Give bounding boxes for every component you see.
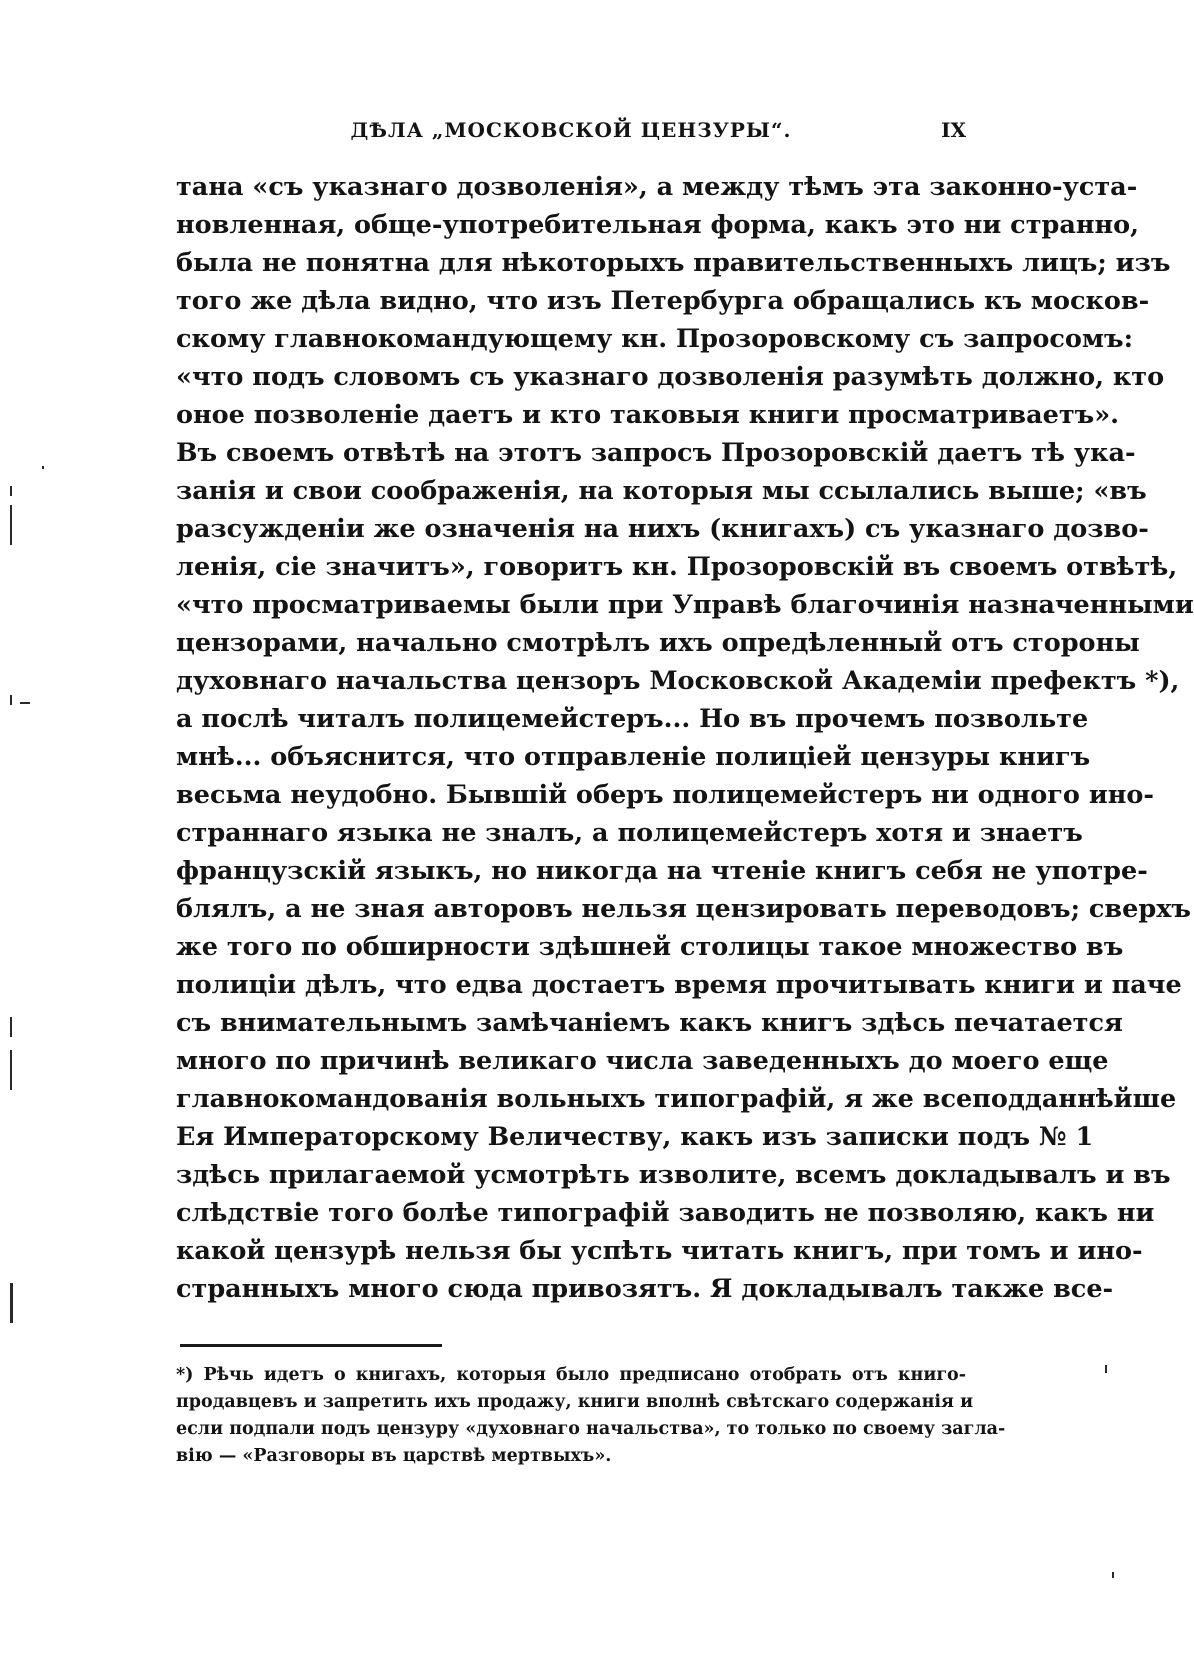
margin-mark	[10, 695, 12, 705]
text-line: скому главнокомандующему кн. Прозоровскому съ запросомъ:	[176, 324, 1134, 354]
text-line: страннаго языка не зналъ, а полицемейстеръ хотя и знаетъ	[176, 818, 1083, 848]
margin-mark	[10, 1050, 12, 1090]
text-line: новленная, обще-употребительная форма, какъ это ни странно,	[176, 210, 1140, 240]
text-line: много по причинѣ великаго числа заведенныхъ до моего еще	[176, 1046, 1109, 1076]
footnote-rule	[180, 1344, 442, 1347]
text-line: главнокомандованія вольныхъ типографій, я же всеподданнѣйше	[176, 1084, 1177, 1114]
running-title: ДѢЛА „МОСКОВСКОЙ ЦЕНЗУРЫ“.	[350, 118, 792, 142]
text-line: здѣсь прилагаемой усмотрѣть изволите, всемъ докладывалъ и въ	[176, 1160, 1171, 1190]
text-line: «что подъ словомъ съ указнаго дозволенія разумѣть должно, кто	[176, 362, 1165, 392]
text-line: же того по обширности здѣшней столицы такое множество въ	[176, 932, 1124, 962]
footnote-line: *) Рѣчь идетъ о книгахъ, которыя было предписано отобрать отъ книго-	[176, 1365, 966, 1385]
text-line: мнѣ... объяснится, что отправленіе полиціей цензуры книгъ	[176, 742, 1091, 772]
margin-mark	[10, 1017, 12, 1037]
page-number: IX	[941, 118, 966, 142]
body-text	[176, 168, 1194, 1308]
margin-mark	[20, 702, 30, 704]
text-line: «что просматриваемы были при Управѣ благочинія назначенными	[176, 590, 1194, 620]
text-line: цензорами, начально смотрѣлъ ихъ опредѣленный отъ стороны	[176, 628, 1140, 658]
running-head	[176, 118, 966, 146]
text-line: полиціи дѣлъ, что едва достаетъ время прочитывать книги и паче	[176, 970, 1182, 1000]
footnote	[176, 1362, 1006, 1470]
text-line: съ внимательнымъ замѣчаніемъ какъ книгъ здѣсь печатается	[176, 1008, 1123, 1038]
text-line: ленія, сіе значитъ», говоритъ кн. Прозоровскій въ своемъ отвѣтѣ,	[176, 552, 1178, 582]
text-line: духовнаго начальства цензоръ Московской Академіи префектъ *),	[176, 666, 1180, 696]
text-line: тана «съ указнаго дозволенія», а между тѣмъ эта законно-уста-	[176, 172, 1138, 202]
text-line: какой цензурѣ нельзя бы успѣть читать книгъ, при томъ и ино-	[176, 1236, 1143, 1266]
footnote-line: продавцевъ и запретить ихъ продажу, книги вполнѣ свѣтскаго содержанія и	[176, 1392, 974, 1412]
text-line: странныхъ много сюда привозятъ. Я докладывалъ также все-	[176, 1274, 1114, 1304]
margin-mark	[10, 486, 12, 496]
text-line: а послѣ читалъ полицемейстеръ... Но въ прочемъ позвольте	[176, 704, 1089, 734]
footnote-line: вію — «Разговоры въ царствѣ мертвыхъ».	[176, 1446, 612, 1466]
margin-mark	[10, 1283, 13, 1323]
margin-mark	[1112, 1572, 1114, 1578]
footnote-line: если подпали подъ цензуру «духовнаго начальства», то только по своему загла-	[176, 1419, 1006, 1439]
text-line: блялъ, а не зная авторовъ нельзя цензировать переводовъ; сверхъ	[176, 894, 1191, 924]
text-line: занія и свои соображенія, на которыя мы ссылались выше; «въ	[176, 476, 1147, 506]
margin-mark	[10, 505, 12, 545]
text-line: Ея Императорскому Величеству, какъ изъ записки подъ № 1	[176, 1122, 1094, 1152]
text-line: весьма неудобно. Бывшій оберъ полицемейстеръ ни одного ино-	[176, 780, 1154, 810]
text-line: того же дѣла видно, что изъ Петербурга обращались къ москов-	[176, 286, 1150, 316]
text-line: разсужденіи же означенія на нихъ (книгахъ) съ указнаго дозво-	[176, 514, 1149, 544]
text-line: французскій языкъ, но никогда на чтеніе книгъ себя не употре-	[176, 856, 1148, 886]
text-line: Въ своемъ отвѣтѣ на этотъ запросъ Прозоровскій даетъ тѣ ука-	[176, 438, 1136, 468]
margin-mark	[1105, 1365, 1107, 1373]
text-line: была не понятна для нѣкоторыхъ правительственныхъ лицъ; изъ	[176, 248, 1171, 278]
text-line: слѣдствіе того болѣе типографій заводить не позволяю, какъ ни	[176, 1198, 1155, 1228]
margin-mark	[42, 466, 44, 469]
text-line: оное позволеніе даетъ и кто таковыя книги просматриваетъ».	[176, 400, 1120, 430]
